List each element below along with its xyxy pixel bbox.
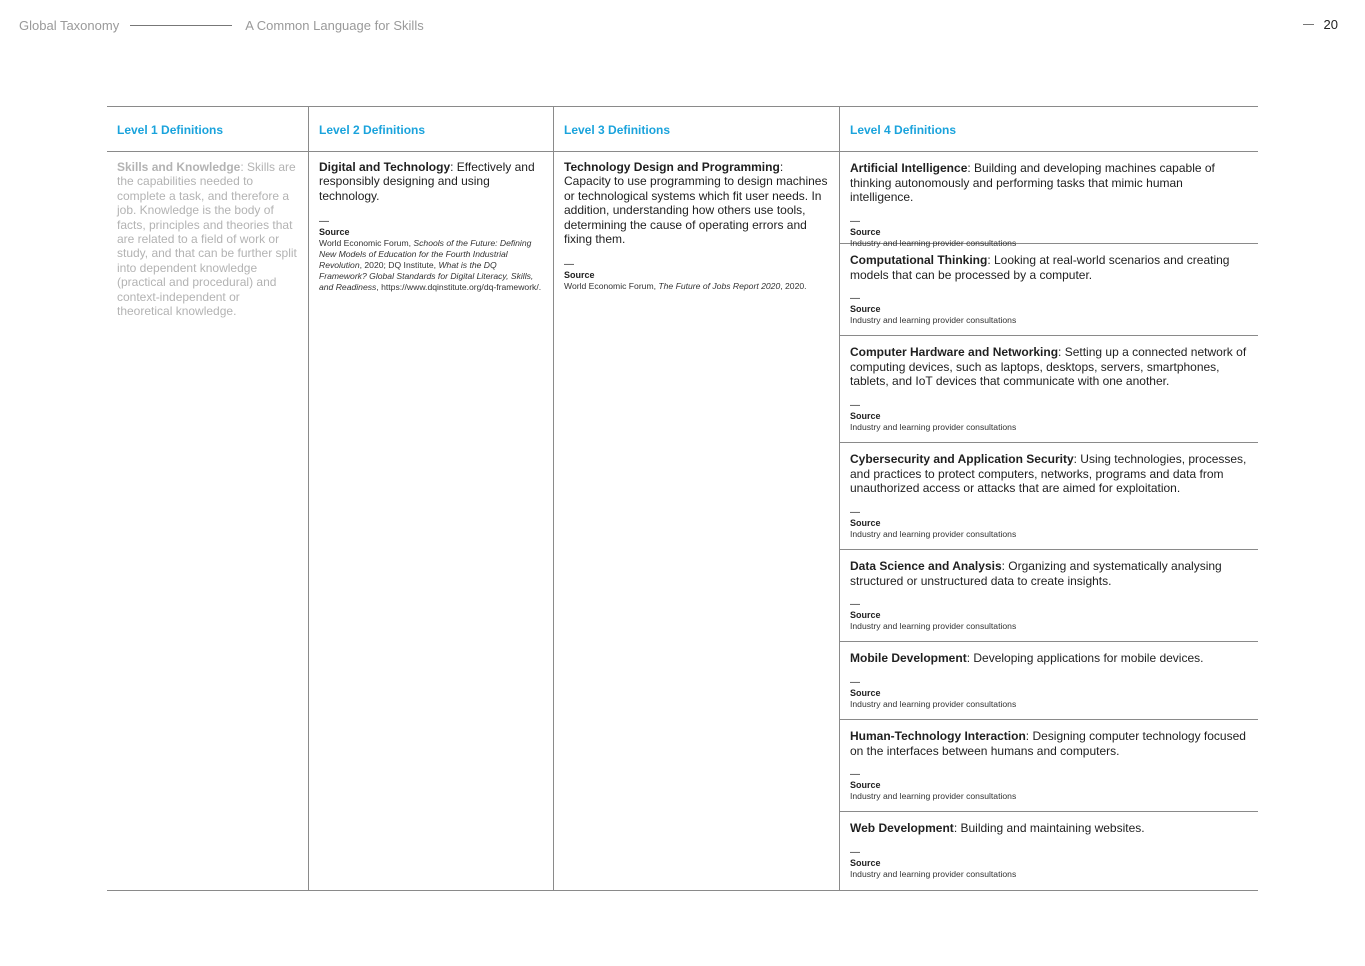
document-subtitle: A Common Language for Skills [245, 18, 424, 33]
level4-header: Level 4 Definitions [840, 107, 1258, 152]
level1-header: Level 1 Definitions [107, 107, 308, 152]
document-title: Global Taxonomy [19, 18, 120, 33]
level2-definition: : Effectively and responsibly designing and using technology. [319, 160, 535, 203]
level3-definition: : Capacity to use programming to design machines or technological systems which fit user needs. In addition, understanding how others use tools, determining the cause of operating errors and fixing them. [564, 160, 828, 247]
level3-column [553, 107, 839, 890]
definitions-table [107, 106, 1258, 891]
header-divider [130, 25, 232, 26]
page-number: 20 [1323, 17, 1338, 32]
level4-column [839, 107, 1258, 890]
source-label: Source [564, 270, 595, 281]
level4-item-hardware-networking: Computer Hardware and Networking: Setting up a connected network of computing devices, such as laptops, desktops, servers, smartphones, tablets, and IoT devices that communicate with one another. — Source Industry and learning provider consultations [840, 336, 1258, 443]
level1-column [107, 107, 308, 890]
level4-item-artificial-intelligence: Artificial Intelligence: Building and developing machines capable of thinking autonomously and performing tasks that mimic human intelligence. — Source Industry and learning provider consultations [840, 152, 1258, 244]
source-dash: — [319, 216, 329, 228]
level4-item-mobile-development: Mobile Development: Developing applications for mobile devices. — Source Industry and learning provider consultations [840, 642, 1258, 720]
level1-definition: : Skills are the capabilities needed to complete a task, and therefore a job. Knowledge is the body of facts, principles and theories that are related to a field of work or study, and that can be further split into dependent knowledge (practical and procedural) and context-independent or theoretical knowledge. [117, 160, 297, 319]
level4-item-human-technology: Human-Technology Interaction: Designing computer technology focused on the interfaces between humans and computers. — Source Industry and learning provider consultations [840, 720, 1258, 812]
level2-term: Digital and Technology [319, 160, 451, 174]
level4-item-web-development: Web Development: Building and maintaining websites. — Source Industry and learning provider consultations [850, 821, 1145, 879]
level4-item-data-science: Data Science and Analysis: Organizing and systematically analysing structured or unstructured data to create insights. — Source Industry and learning provider consultations [840, 550, 1258, 642]
level4-item-computational-thinking: Computational Thinking: Looking at real-world scenarios and creating models that can be processed by a computer. — Source Industry and learning provider consultations [840, 244, 1258, 336]
level2-cell [309, 152, 553, 293]
source-dash: — [564, 259, 574, 271]
level3-term: Technology Design and Programming [564, 160, 780, 174]
source-label: Source [319, 227, 350, 238]
level1-cell [107, 152, 308, 318]
level2-column [308, 107, 553, 890]
level3-cell [554, 152, 839, 292]
source-text: World Economic Forum, Schools of the Future: Defining New Models of Education for the Fourth Industrial Revolution, 2020; DQ Institute, What is the DQ Framework? Global Standards for Digital Literacy, Skills, and Readiness, https://www.dqinstitute.org/dq-framework/. [319, 238, 542, 293]
level4-list [840, 152, 1258, 890]
level3-header: Level 3 Definitions [554, 107, 839, 152]
page-number-block [1303, 17, 1338, 32]
page-number-dash [1303, 24, 1314, 25]
level2-header: Level 2 Definitions [309, 107, 553, 152]
source-text: World Economic Forum, The Future of Jobs Report 2020, 2020. [564, 281, 807, 292]
level1-term: Skills and Knowledge [117, 160, 241, 174]
level4-item-cybersecurity: Cybersecurity and Application Security: Using technologies, processes, and practices to protect computers, networks, programs and data from unauthorized access or attacks that are aimed for exploitation. — Source Industry and learning provider consultations [840, 443, 1258, 550]
page-header [19, 18, 424, 33]
